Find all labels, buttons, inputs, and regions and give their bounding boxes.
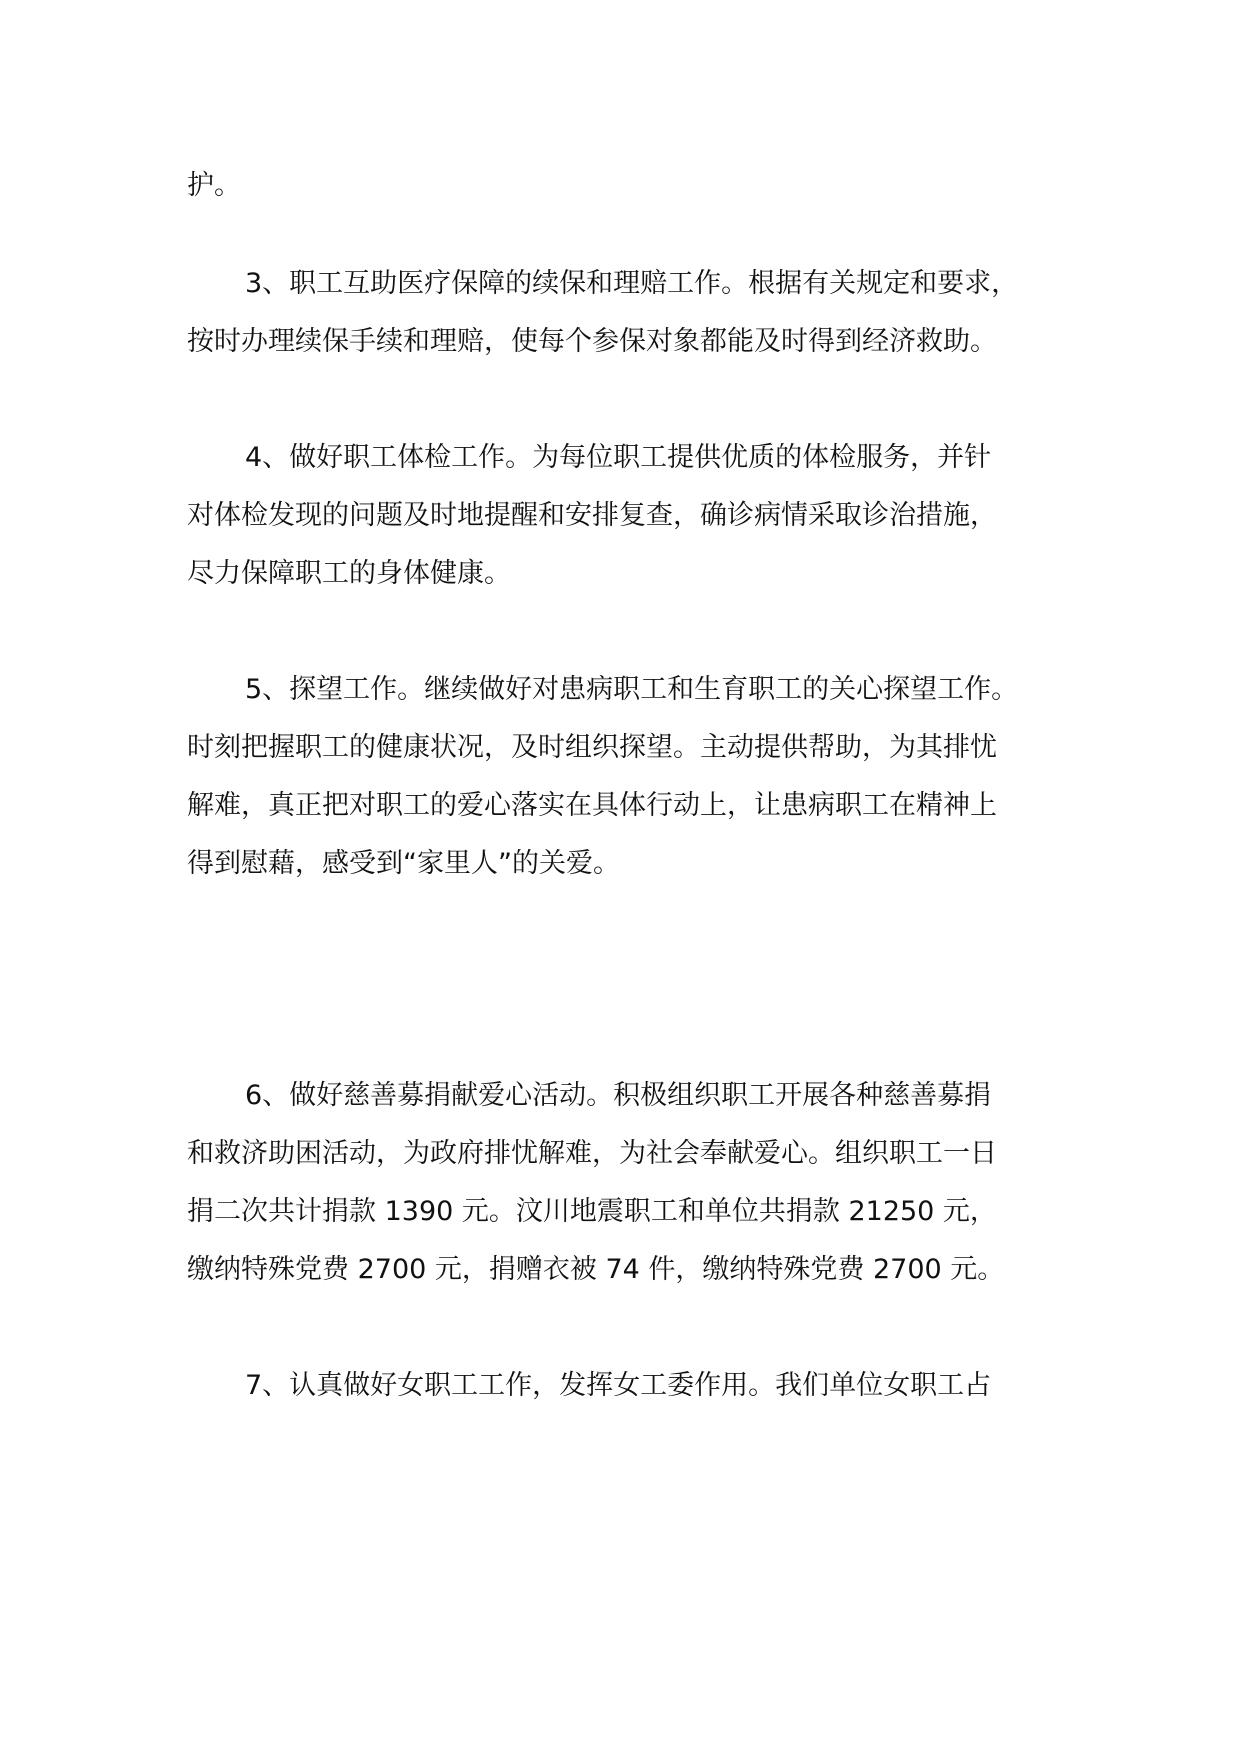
text-line-9: 解难，真正把对职工的爱心落实在具体行动上，让患病职工在精神上 xyxy=(187,790,997,821)
text-line-5: 对体检发现的问题及时地提醒和安排复查，确诊病情采取诊治措施， xyxy=(187,500,997,531)
text-line-7: 5、探望工作。继续做好对患病职工和生育职工的关心探望工作。 xyxy=(245,674,1019,705)
text-line-13: 捐二次共计捐款 1390 元。汶川地震职工和单位共捐款 21250 元， xyxy=(187,1196,997,1227)
text-line-1: 护。 xyxy=(187,170,241,201)
text-line-4: 4、做好职工体检工作。为每位职工提供优质的体检服务，并针 xyxy=(245,442,992,473)
text-line-14: 缴纳特殊党费 2700 元，捐赠衣被 74 件，缴纳特殊党费 2700 元。 xyxy=(187,1254,1005,1285)
text-line-15: 7、认真做好女职工工作，发挥女工委作用。我们单位女职工占 xyxy=(245,1370,992,1401)
text-line-10: 得到慰藉，感受到“家里人”的关爱。 xyxy=(187,848,620,879)
text-line-12: 和救济助困活动，为政府排忧解难，为社会奉献爱心。组织职工一日 xyxy=(187,1138,997,1169)
text-line-2: 3、职工互助医疗保障的续保和理赔工作。根据有关规定和要求， xyxy=(245,268,1019,299)
text-line-11: 6、做好慈善募捐献爱心活动。积极组织职工开展各种慈善募捐 xyxy=(245,1080,992,1111)
text-line-6: 尽力保障职工的身体健康。 xyxy=(187,558,511,589)
text-line-3: 按时办理续保手续和理赔，使每个参保对象都能及时得到经济救助。 xyxy=(187,326,997,357)
text-line-8: 时刻把握职工的健康状况，及时组织探望。主动提供帮助，为其排忧 xyxy=(187,732,997,763)
